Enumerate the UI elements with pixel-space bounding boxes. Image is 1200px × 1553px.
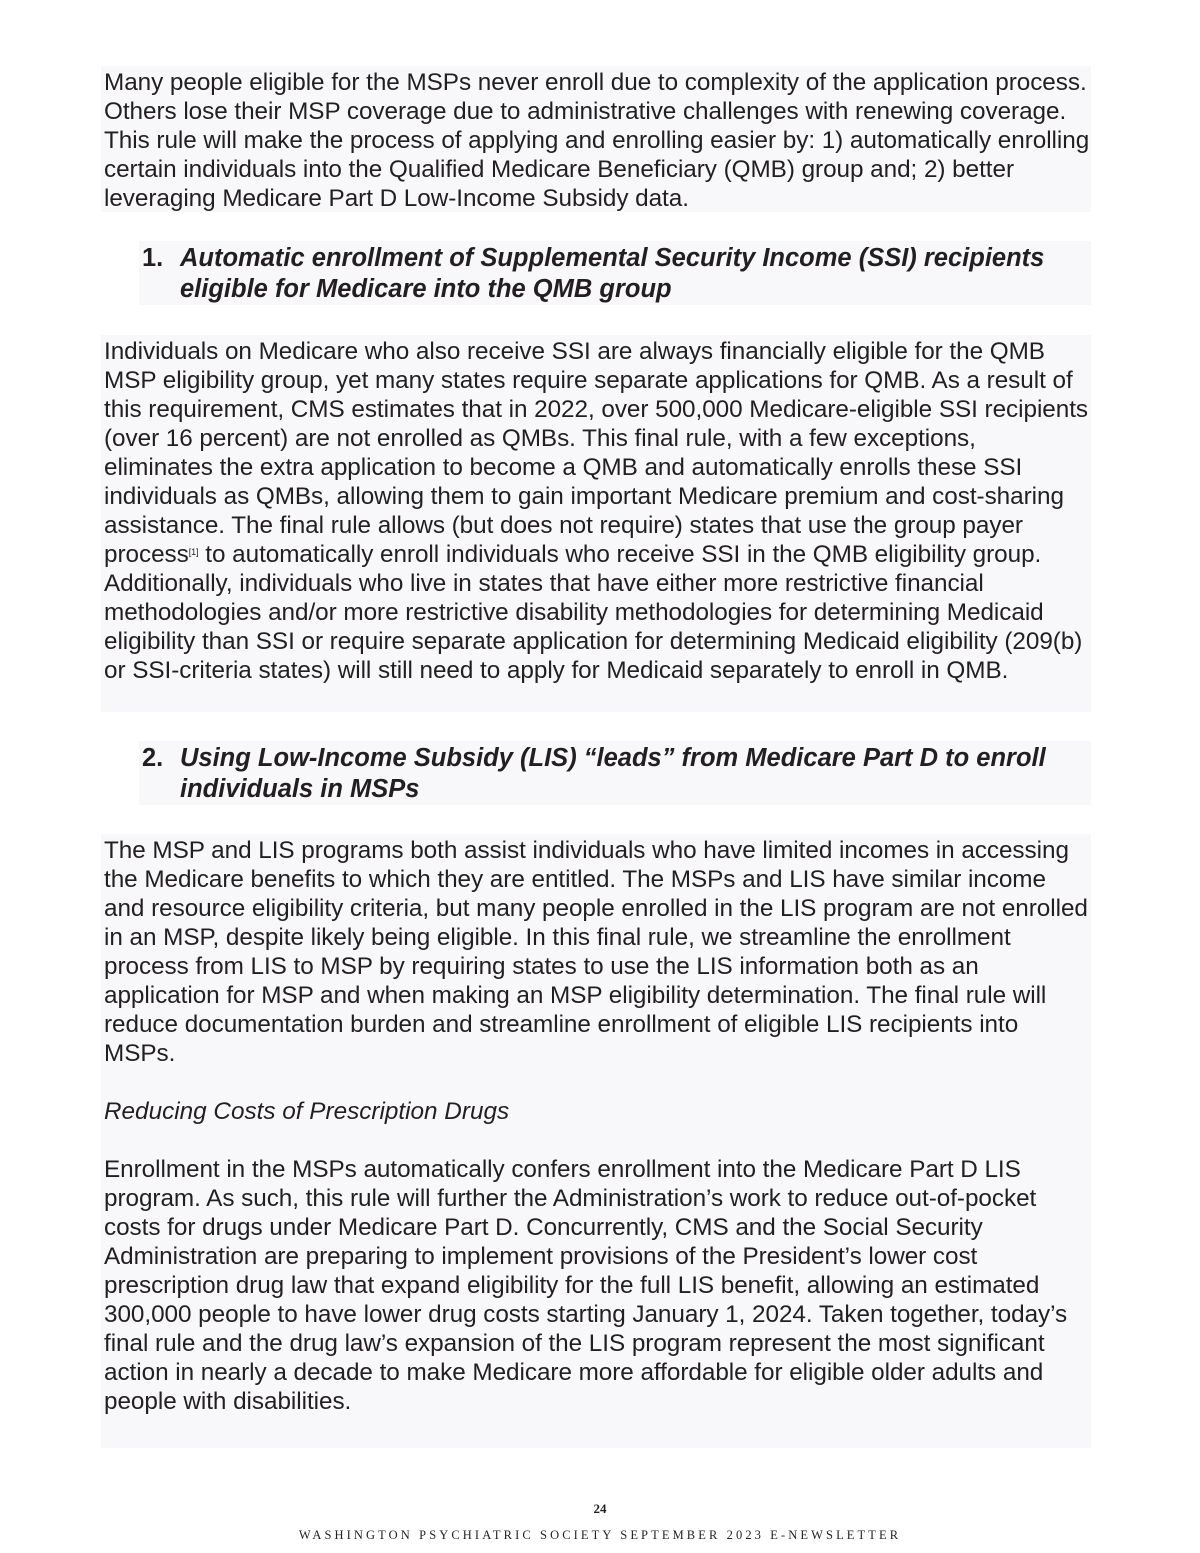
section-1-heading (142, 243, 1091, 305)
section-1-number: 1. (142, 244, 164, 272)
section-3-paragraph: Enrollment in the MSPs automatically confers enrollment into the Medicare Part D LIS program. As such, this rule will further the Administration’s work to reduce out-of-pocket costs for drugs under Medicare Part D. Concurrently, CMS and the Social Security Administration are preparing to implement provisions of the President’s lower cost prescription drug law that expand eligibility for the full LIS benefit, allowing an estimated 300,000 people to have lower drug costs starting January 1, 2024. Taken together, today’s final rule and the drug law’s expansion of the LIS program represent the most significant action in nearly a decade to make Medicare more affordable for eligible older adults and people with disabilities. (104, 1156, 1068, 1415)
section-1-text-part-1: Individuals on Medicare who also receive SSI are always financially eligible for the QMB MSP eligibility group, yet many states require separate applications for QMB. As a result of this requirement, CMS estimates that in 2022, over 500,000 Medicare-eligible SSI recipients (over 16 percent) are not enrolled as QMBs. This final rule, with a few exceptions, eliminates the extra application to become a QMB and automatically enrolls these SSI individuals as QMBs, allowing them to gain important Medicare premium and cost-sharing assistance. The final rule allows (but does not require) states that use the group payer process (104, 338, 1089, 568)
section-2-title: Using Low-Income Subsidy (LIS) “leads” from Medicare Part D to enroll individuals in MSPs (180, 744, 1046, 803)
section-2-heading-block (139, 741, 1091, 805)
section-2-heading (142, 743, 1091, 805)
section-1-heading-block (139, 241, 1091, 305)
intro-paragraph: Many people eligible for the MSPs never enroll due to complexity of the application process. Others lose their MSP coverage due to administrative challenges with renewing coverage. This rule will make the process of applying and enrolling easier by: 1) automatically enrolling certain individuals into the Qualified Medicare Beneficiary (QMB) group and; 2) better leveraging Medicare Part D Low-Income Subsidy data. (104, 69, 1090, 212)
section-2-paragraph: The MSP and LIS programs both assist individuals who have limited incomes in accessing the Medicare benefits to which they are entitled. The MSPs and LIS have similar income and resource eligibility criteria, but many people enrolled in the LIS program are not enrolled in an MSP, despite likely being eligible. In this final rule, we streamline the enrollment process from LIS to MSP by requiring states to use the LIS information both as an application for MSP and when making an MSP eligibility determination. The final rule will reduce documentation burden and streamline enrollment of eligible LIS recipients into MSPs. (104, 837, 1088, 1067)
section-2-3-block (101, 834, 1091, 1448)
section-1-body-block (101, 335, 1091, 712)
section-2-number: 2. (142, 744, 164, 772)
section-3-title: Reducing Costs of Prescription Drugs (104, 1098, 510, 1125)
footer-publication: WASHINGTON PSYCHIATRIC SOCIETY SEPTEMBER 2023 E-NEWSLETTER (298, 1528, 902, 1542)
section-1-paragraph (101, 337, 1091, 685)
page-number: 24 (593, 1501, 607, 1516)
intro-block (101, 66, 1091, 212)
section-1-text-part-2: to automatically enroll individuals who receive SSI in the QMB eligibility group. Additionally, individuals who live in states that have either more restrictive financial methodologies and/or more restrictive disability methodologies for determining Medicaid eligibility than SSI or require separate application for determining Medicaid eligibility (209(b) or SSI-criteria states) will still need to apply for Medicaid separately to enroll in QMB. (104, 541, 1083, 684)
section-1-title: Automatic enrollment of Supplemental Security Income (SSI) recipients eligible for Medicare into the QMB group (180, 244, 1045, 303)
footnote-reference[interactable]: [1] (188, 547, 199, 557)
